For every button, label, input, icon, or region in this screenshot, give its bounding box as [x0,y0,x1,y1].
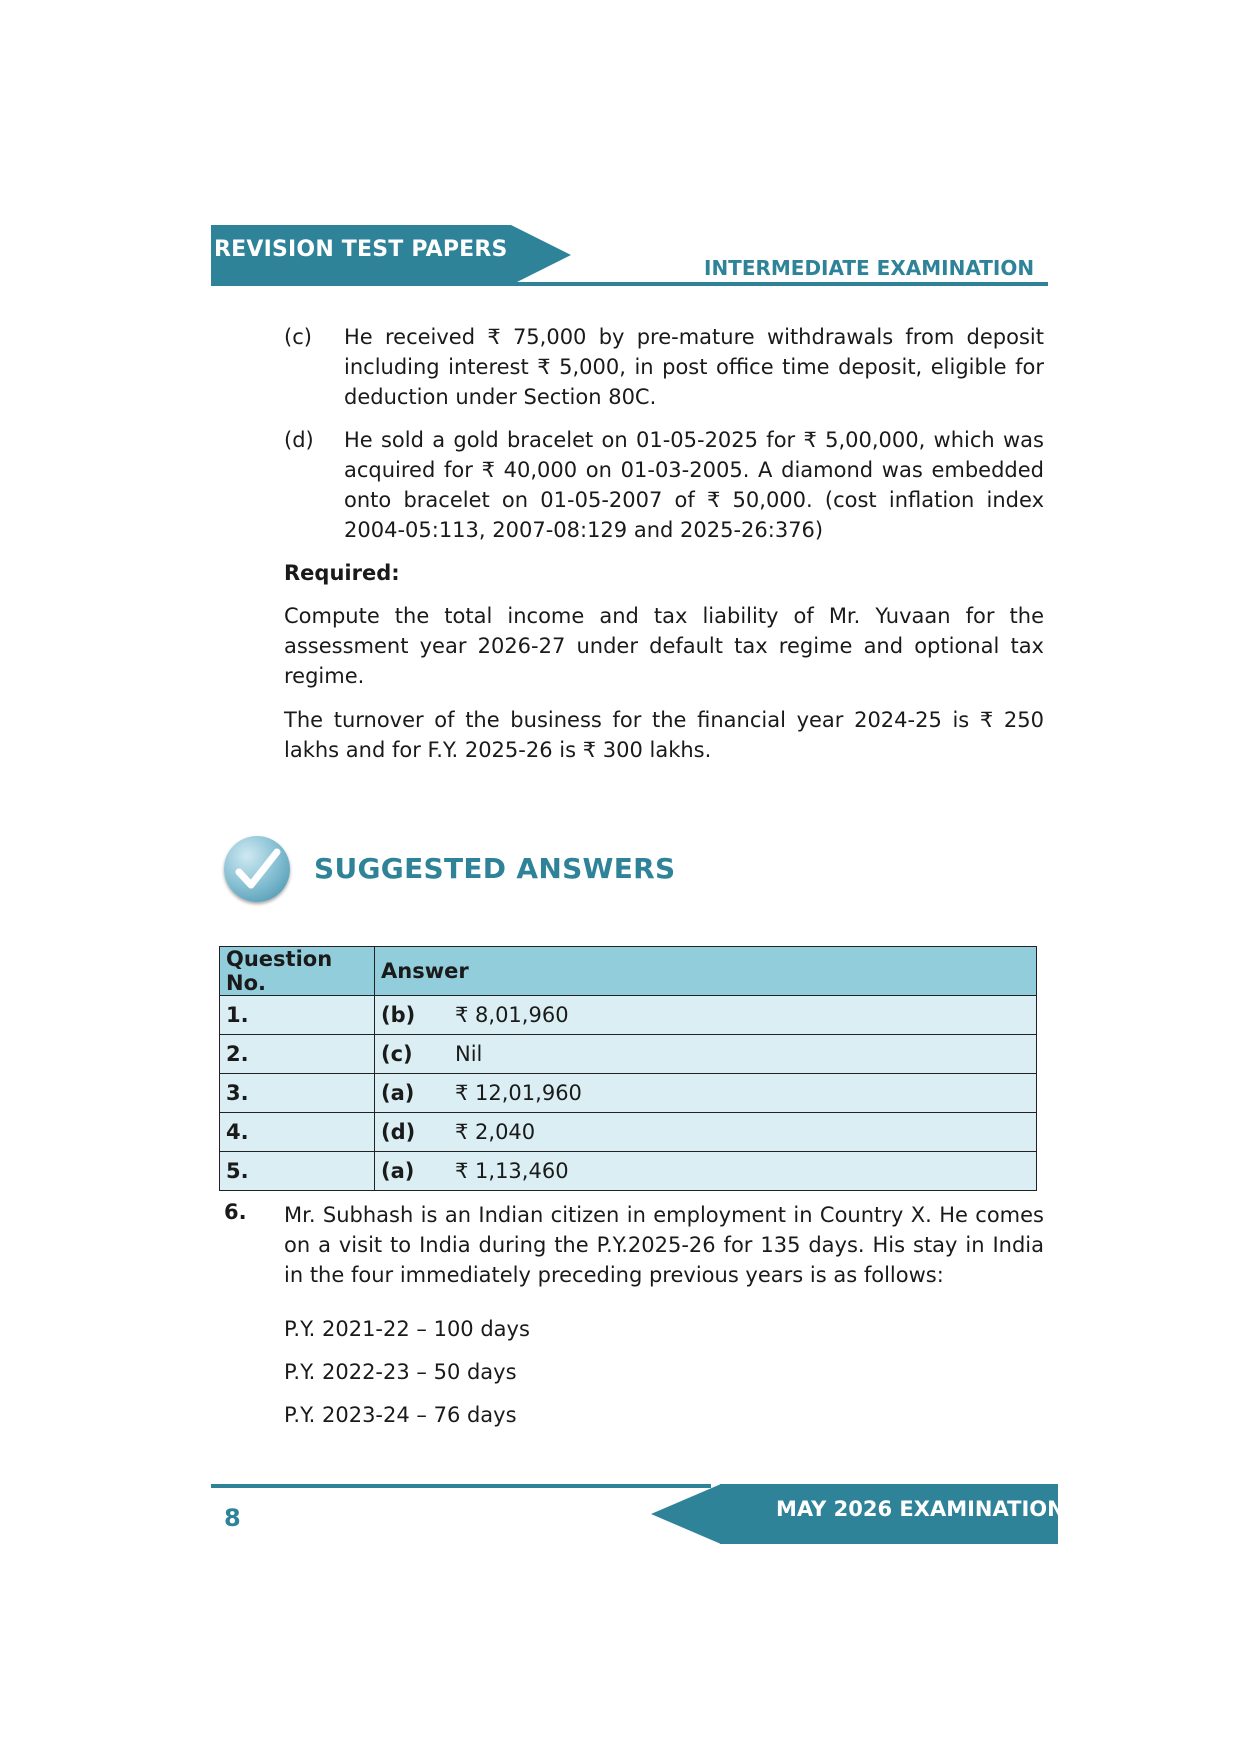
answer-value: Nil [455,1042,483,1066]
question-number: 2. [220,1035,375,1074]
header-answer: Answer [375,947,1037,996]
answer-cell [375,996,1037,1035]
answer-cell [375,1113,1037,1152]
question-6-text: Mr. Subhash is an Indian citizen in employment in Country X. He comes on a visit to India during the P.Y.2025-26 for 135 days. His stay in India in the four immediately preceding previous years is as follows: [284,1203,1044,1287]
question-number: 5. [220,1152,375,1191]
item-label: (c) [284,325,312,349]
table-row [220,1152,1037,1191]
answer-option: (a) [381,1159,415,1183]
answers-table [219,946,1037,1191]
item-text: He sold a gold bracelet on 01-05-2025 for ₹ 5,00,000, which was acquired for ₹ 40,000 on 01-03-2005. A diamond was embedded onto bracelet on 01-05-2007 of ₹ 50,000. (cost inflation index 2004-05:113, 2007-08:129 and 2025-26:376) [344,428,1044,542]
item-label: (d) [284,428,314,452]
required-heading: Required: [284,561,400,585]
answer-cell [375,1152,1037,1191]
required-text: Compute the total income and tax liability of Mr. Yuvaan for the assessment year 2026-27 under default tax regime and optional tax regime. [284,604,1044,688]
item-d [284,425,1044,545]
item-text: He received ₹ 75,000 by pre-mature withdrawals from deposit including interest ₹ 5,000, in post office time deposit, eligible for deduction under Section 80C. [344,325,1044,409]
table-row [220,1113,1037,1152]
question-6-number: 6. [224,1200,247,1224]
answer-value: ₹ 1,13,460 [455,1159,569,1183]
answer-option: (b) [381,1003,416,1027]
suggested-answers-title: SUGGESTED ANSWERS [314,852,676,885]
question-number: 1. [220,996,375,1035]
footer-exam-title: MAY 2026 EXAMINATION [776,1497,1065,1521]
header-arrow [511,225,571,285]
header-rule [211,282,1048,286]
table-header-row [220,947,1037,996]
footer-rule [211,1484,711,1488]
stay-line: P.Y. 2023-24 – 76 days [284,1403,517,1427]
table-row [220,996,1037,1035]
answer-cell [375,1035,1037,1074]
table-row [220,1035,1037,1074]
answer-value: ₹ 8,01,960 [455,1003,569,1027]
turnover-text: The turnover of the business for the financial year 2024-25 is ₹ 250 lakhs and for F.Y. 2025-26 is ₹ 300 lakhs. [284,708,1044,762]
stay-line: P.Y. 2022-23 – 50 days [284,1360,517,1384]
item-c [284,322,1044,412]
page-number: 8 [224,1504,241,1532]
header-exam-title: INTERMEDIATE EXAMINATION [704,256,1035,280]
answer-value: ₹ 12,01,960 [455,1081,582,1105]
checkmark-icon [224,836,290,902]
question-number: 4. [220,1113,375,1152]
stay-line: P.Y. 2021-22 – 100 days [284,1317,530,1341]
header-title: REVISION TEST PAPERS [214,237,508,262]
answer-option: (a) [381,1081,415,1105]
answer-option: (c) [381,1042,413,1066]
table-row [220,1074,1037,1113]
header-question-no: Question No. [220,947,375,996]
answer-value: ₹ 2,040 [455,1120,536,1144]
answer-cell [375,1074,1037,1113]
question-number: 3. [220,1074,375,1113]
answer-option: (d) [381,1120,416,1144]
footer-arrow [651,1484,721,1544]
